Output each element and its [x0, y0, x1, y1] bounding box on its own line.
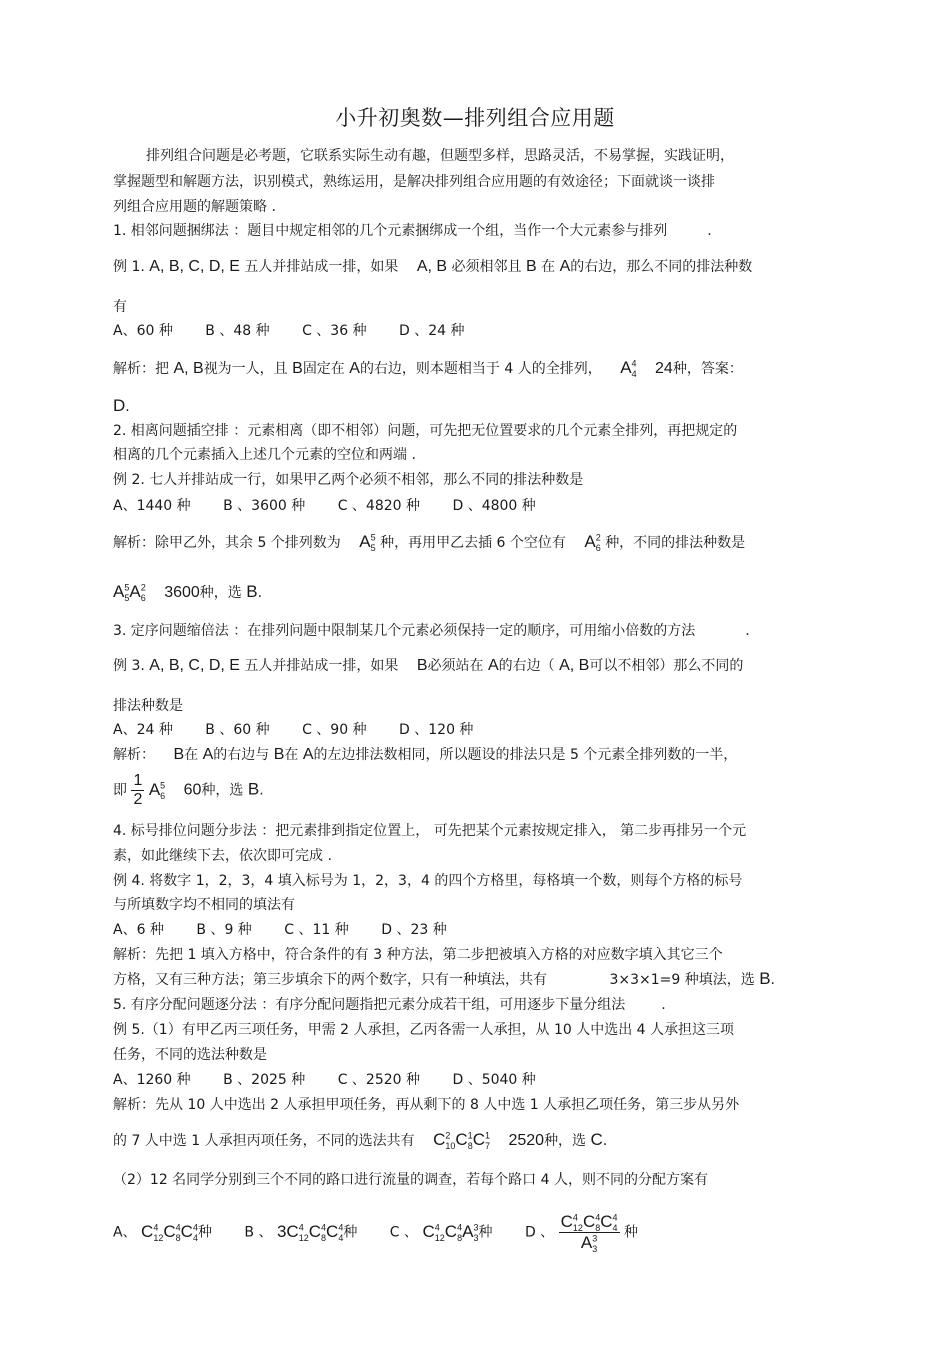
solution-1-text-b: 视为一人，且	[203, 361, 288, 377]
solution-2-line-1	[113, 532, 745, 552]
section-2-heading-2: 相离的几个元素插入上述几个元素的空位和两端 .	[113, 447, 416, 463]
example-1-line-2: 有	[113, 299, 127, 315]
option-d: D 、5040 种	[452, 1072, 536, 1088]
solution-1-a: A	[349, 360, 360, 377]
solution-1-text-e: 种，答案：	[672, 361, 743, 377]
example-1-text-d: 在	[541, 259, 556, 275]
perm-a55-a62: $A^5_5A^2_6$	[113, 582, 146, 604]
solution-3-line-1: 解析： B在 A的右边与 B在 A的左边排法数相同，所以题设的排法只是 5 个元素全排列数的一半，	[113, 746, 738, 763]
example-1-a: A	[559, 258, 571, 275]
solution-1-b: B	[292, 360, 303, 377]
solution-1-text-d: 的右边，则本题相当于 4 人的全排列，	[359, 361, 602, 377]
option-d-label: D 、	[524, 1224, 555, 1241]
fraction-one-half: $\frac{1}{2}$	[133, 772, 143, 808]
intro-line-1: 排列组合问题是必考题，它联系实际生动有趣，但题型多样，思路灵活，不易掌握，实践证明，	[146, 148, 734, 164]
answer-2: B	[246, 582, 258, 601]
solution-1-value: 24	[655, 360, 673, 377]
example-3-b: B	[416, 657, 428, 674]
option-c-formula: $C^4_{12}C^4_8A^3_3$	[422, 1221, 479, 1243]
example-4-line-2: 与所填数字均不相同的填法有	[113, 897, 295, 913]
solution-2-text-b: 种，再用甲乙去插 6 个空位有	[380, 535, 566, 551]
example-5-2-line: （2）12 名同学分别到三个不同的路口进行流量的调查，若每个路口 4 人，则不同的分配方案有	[113, 1172, 708, 1188]
option-c: C 、2520 种	[337, 1072, 421, 1088]
answer-3: B	[247, 779, 260, 799]
solution-3-a2: A	[302, 746, 314, 763]
example-1-options	[113, 320, 465, 340]
solution-2-value: 3600	[164, 584, 200, 601]
example-1-label: 例 1.	[113, 259, 145, 275]
solution-4-calc: 3×3×1=9 种填法，选	[609, 972, 755, 988]
solution-3-value: 60	[183, 781, 202, 799]
option-d: D 、120 种	[399, 722, 474, 738]
solution-1-line-1	[113, 358, 743, 378]
example-1-text-c: 必须相邻且	[451, 259, 522, 275]
solution-2-text-c: 种，不同的排法种数是	[605, 535, 746, 551]
option-a-label: A、	[113, 1224, 137, 1241]
section-1-heading-end: .	[707, 223, 712, 239]
solution-4-line-2: 方格，又有三种方法；第三步填余下的两个数字，只有一种填法，共有 3×3×1=9 种填法，选 B.	[113, 969, 775, 988]
option-d: D 、4800 种	[452, 498, 536, 514]
section-3-heading-text: 3. 定序问题缩倍法 ：在排列问题中限制某几个元素必须保持一定的顺序，可用缩小倍数的方法	[113, 623, 696, 639]
section-4-heading-1: 4. 标号排位问题分步法 ：把元素排到指定位置上， 可先把某个元素按规定排入， 第二步再排另一个元	[113, 823, 747, 839]
example-4-options	[113, 919, 447, 939]
example-3-text-d: 的右边（	[498, 658, 555, 674]
answer-4: B	[759, 969, 771, 988]
answer-1: D	[113, 396, 126, 415]
option-a: A、1260 种	[113, 1072, 191, 1088]
example-1-b: B	[526, 258, 537, 275]
solution-1-ab: A, B	[173, 360, 204, 377]
solution-5-text: 的 7 人中选 1 人承担丙项任务，不同的选法共有	[113, 1133, 415, 1149]
option-b: B 、2025 种	[223, 1072, 306, 1088]
answer-5: C	[590, 1130, 603, 1149]
intro-line-3: 列组合应用题的解题策略 .	[113, 199, 276, 215]
example-1-elements: A, B, C, D, E	[149, 258, 240, 275]
option-b-label: B 、	[244, 1224, 273, 1241]
solution-3-a: A	[202, 746, 214, 763]
example-3-text-b: 五人并排站成一排，如果	[244, 658, 399, 674]
option-a-formula: $C^4_{12}C^4_8C^4_4$	[141, 1221, 198, 1243]
solution-3-b: B	[173, 746, 185, 763]
option-c-label: C 、	[389, 1224, 419, 1241]
example-2-line: 例 2. 七人并排站成一行，如果甲乙两个必须不相邻，那么不同的排法种数是	[113, 472, 584, 488]
page-title: 小升初奥数—排列组合应用题	[335, 106, 615, 130]
example-3-ab: A, B	[559, 657, 590, 674]
solution-2-text-d: 种，选	[199, 585, 242, 601]
example-3-options	[113, 719, 473, 739]
example-3-text-c: 必须站在	[427, 658, 484, 674]
section-5-heading: 5. 有序分配问题逐分法 ：有序分配问题指把元素分成若干组，可用逐步下量分组法 .	[113, 997, 666, 1013]
solution-2-result: $A^5_5A^2_6$ 3600种，选 B.	[113, 582, 263, 604]
section-1-heading	[113, 220, 712, 240]
option-d: D 、23 种	[381, 922, 447, 938]
section-5-heading-text: 5. 有序分配问题逐分法 ：有序分配问题指把元素分成若干组，可用逐步下量分组法	[113, 997, 626, 1013]
example-1-ab: A, B	[416, 258, 448, 275]
solution-3-text-a: 解析：	[113, 747, 155, 763]
solution-3-prefix: 即	[113, 782, 127, 799]
comb-c10-2-c8-1-c7-1: $C^2_{10}C^1_8C^1_7$	[433, 1130, 491, 1152]
intro-line-2: 掌握题型和解题方法，识别模式，熟练运用，是解决排列组合应用题的有效途径；下面就谈一谈排	[113, 174, 715, 190]
perm-a55: $A^5_5$	[359, 532, 376, 554]
section-1-heading-text: 1. 相邻问题捆绑法 ：题目中规定相邻的几个元素捆绑成一个组，当作一个大元素参与排列	[113, 223, 668, 239]
example-5-line-2: 任务，不同的选法种数是	[113, 1047, 267, 1063]
example-3-line-1	[113, 655, 743, 675]
section-2-heading-1: 2. 相离问题插空排 ：元素相离（即不相邻）问题，可先把无位置要求的几个元素全排列，再把规定的	[113, 423, 738, 439]
option-b: B 、48 种	[205, 323, 270, 339]
solution-4-line-1: 解析：先把 1 填入方格中，符合条件的有 3 种方法，第二步把被填入方格的对应数字填入其它三个	[113, 947, 723, 963]
solution-1-answer: D.	[113, 396, 130, 415]
option-b: B 、9 种	[196, 922, 252, 938]
perm-a44: $A^4_4$	[620, 358, 637, 380]
solution-5-value: 2520	[508, 1132, 545, 1149]
example-1-line-1	[113, 256, 752, 276]
example-1-text-e: 的右边，那么不同的排法种数	[570, 259, 753, 275]
option-a: A、6 种	[113, 922, 164, 938]
solution-2-text-a: 解析：除甲乙外，其余 5 个排列数为	[113, 535, 341, 551]
solution-4-text: 方格，又有三种方法；第三步填余下的两个数字，只有一种填法，共有	[113, 972, 547, 988]
option-a: A、1440 种	[113, 498, 191, 514]
solution-3-b2: B	[273, 746, 285, 763]
solution-3-text-e: 的左边排法数相同，所以题设的排法只是 5 个元素全排列数的一半，	[313, 747, 738, 763]
example-4-line-1: 例 4. 将数字 1，2，3，4 填入标号为 1，2，3，4 的四个方格里，每格填一个数，则每个方格的标号	[113, 873, 743, 889]
solution-1-text-c: 固定在	[302, 361, 345, 377]
example-3-text-e: 可以不相邻）那么不同的	[589, 658, 744, 674]
option-c: C 、36 种	[302, 323, 367, 339]
option-a: A、24 种	[113, 722, 173, 738]
solution-5-text-b: 种，选	[544, 1133, 587, 1149]
option-c: C 、90 种	[302, 722, 367, 738]
example-3-label: 例 3.	[113, 658, 145, 674]
example-3-a: A	[487, 657, 499, 674]
example-5-2-options: A、 $C^4_{12}C^4_8C^4_4$种 B 、 $3C^4_{12}C^4_8C^4_4$种 C 、 $C^4_{12}C^4_8A^3_3$种 D 、 $\frac{C^4_{12}C^4_8C^4_4}{A^3_3}$ 种	[113, 1212, 639, 1255]
example-3-line-2: 排法种数是	[113, 698, 183, 714]
example-3-elements: A, B, C, D, E	[149, 657, 240, 674]
option-c: C 、11 种	[284, 922, 349, 938]
solution-5-line-2: 的 7 人中选 1 人承担丙项任务，不同的选法共有 $C^2_{10}C^1_8C^1_7$ 2520种，选 C.	[113, 1130, 608, 1152]
option-b-formula: $3C^4_{12}C^4_8C^4_4$	[276, 1221, 344, 1243]
example-5-options	[113, 1069, 536, 1089]
solution-5-line-1: 解析：先从 10 人中选出 2 人承担甲项任务，再从剩下的 8 人中选 1 人承担乙项任务，第三步从另外	[113, 1097, 740, 1113]
example-2-options	[113, 495, 536, 515]
example-5-line-1: 例 5.（1）有甲乙丙三项任务，甲需 2 人承担，乙丙各需一人承担，从 10 人中选出 4 人承担这三项	[113, 1022, 735, 1038]
option-d-formula: $\frac{C^4_{12}C^4_8C^4_4}{A^3_3}$	[560, 1212, 618, 1255]
option-a: A、60 种	[113, 323, 173, 339]
solution-3-result: 即 $\frac{1}{2}$ $A^5_6$ 60种，选 B.	[113, 772, 264, 808]
solution-1-text-a: 解析：把	[113, 361, 169, 377]
option-c: C 、4820 种	[337, 498, 421, 514]
example-1-text-b: 五人并排站成一排，如果	[244, 259, 399, 275]
option-b: B 、3600 种	[223, 498, 306, 514]
solution-3-text: 种，选	[201, 782, 244, 799]
perm-a62: $A^2_6$	[584, 532, 601, 554]
section-4-heading-2: 素，如此继续下去，依次即可完成 .	[113, 848, 332, 864]
section-3-heading: 3. 定序问题缩倍法 ：在排列问题中限制某几个元素必须保持一定的顺序，可用缩小倍数的方法 .	[113, 623, 750, 639]
option-b: B 、60 种	[205, 722, 270, 738]
perm-a65: $A^5_6$	[148, 779, 166, 801]
option-d: D 、24 种	[399, 323, 465, 339]
